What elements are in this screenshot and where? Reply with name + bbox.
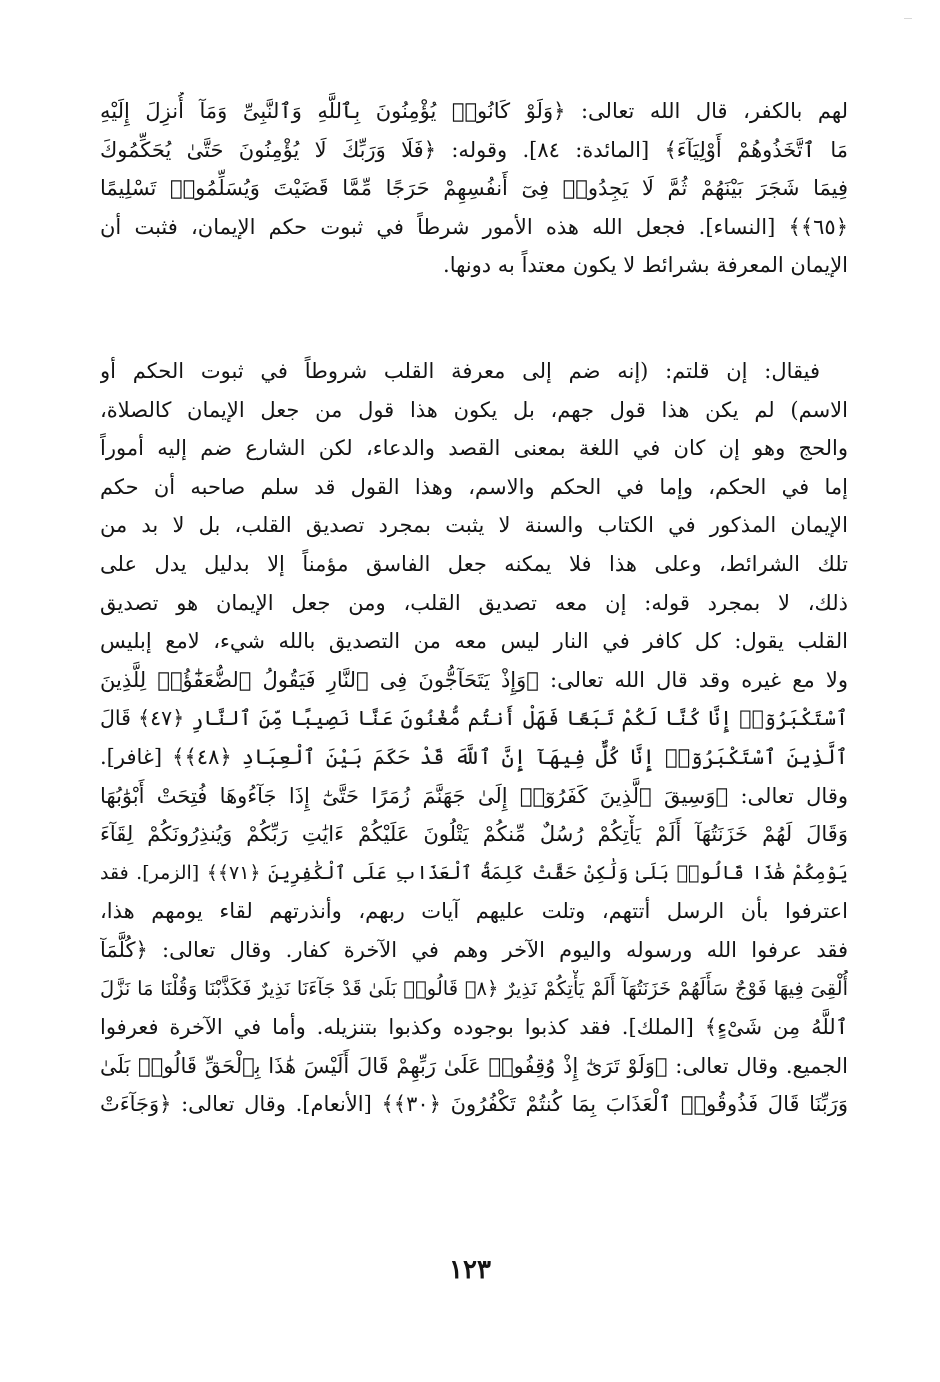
text-line: ﴿٦٥﴾﴾ [النساء]. فجعل الله هذه الأمور شرطاً في ثبوت حكم الإيمان، فثبت أن — [100, 214, 848, 239]
text-line: فقد عرفوا الله ورسوله واليوم الآخر وهم في الآخرة كفار. وقال تعالى: ﴿كُلَّمَآ — [100, 937, 848, 962]
text-line: وَرَبِّنَا قَالَ فَذُوقُوا۟ ٱلْعَذَابَ بِمَا كُنتُمْ تَكْفُرُونَ ﴿٣٠﴾﴾ [الأنعام]. وقال تعالى: ﴿وَجَآءَتْ — [100, 1092, 848, 1117]
text-line: مَا ٱتَّخَذُوهُمْ أَوْلِيَآءَ﴾ [المائدة: ٨٤]. وقوله: ﴿فَلَا وَرَبِّكَ لَا يُؤْمِنُونَ حَتَّىٰ يُحَكِّمُوكَ — [100, 137, 848, 162]
text-line: اعترفوا بأن الرسل أتتهم، وتلت عليهم آيات ربهم، وأنذرتهم لقاء يومهم هذا، — [100, 899, 848, 924]
text-line: ذلك، لا بمجرد قوله: إن معه تصديق القلب، ومن جعل الإيمان هو تصديق — [100, 590, 848, 615]
text-line: الإيمان المذكور في الكتاب والسنة لا يثبت بمجرد تصديق القلب، بل لا بد من — [100, 513, 848, 538]
text-line: ٱلَّذِينَ ٱسْتَكْبَرُوٓا۟ إِنَّا كُلٌّ فِيهَآ إِنَّ ٱللَّهَ قَدْ حَكَمَ بَيْنَ ٱلْعِبَادِ ﴿٤٨﴾﴾ [غافر]. — [100, 744, 848, 769]
text-line: لهم بالكفر، قال الله تعالى: ﴿وَلَوْ كَانُوا۟ يُؤْمِنُونَ بِٱللَّهِ وَٱلنَّبِىِّ وَمَآ أُنزِلَ إِلَيْهِ — [100, 99, 848, 123]
scan-edge-mark — [904, 18, 912, 19]
text-line: وَقَالَ لَهُمْ خَزَنَتُهَآ أَلَمْ يَأْتِكُمْ رُسُلٌ مِّنكُمْ يَتْلُونَ عَلَيْكُمْ ءَايَٰتِ رَبِّكُمْ وَيُنذِرُونَكُمْ لِقَآءَ — [100, 822, 848, 847]
paragraph-2 — [100, 352, 848, 1124]
text-line: القلب يقول: كل كافر في النار ليس معه من التصديق بالله شيء، لامع إبليس — [100, 629, 848, 654]
paragraph-1 — [100, 92, 848, 285]
text-line: تلك الشرائط، وعلى هذا فلا يمكنه جعل الفاسق مؤمناً إلا بدليل يدل على — [100, 551, 848, 576]
text-line: ولا مع غيره وقد قال الله تعالى: ﴿وَإِذْ يَتَحَآجُّونَ فِى ٱلنَّارِ فَيَقُولُ ٱلضُّعَفَٰٓؤُا۟ لِلَّذِينَ — [100, 667, 848, 692]
text-line: ٱللَّهُ مِن شَىْءٍ﴾ [الملك]. فقد كذبوا بوجوده وكذبوا بتنزيله. وأما في الآخرة فعرفوا — [100, 1015, 848, 1040]
text-line: ٱسْتَكْبَرُوٓا۟ إِنَّا كُنَّا لَكُمْ تَبَعًا فَهَلْ أَنتُم مُّغْنُونَ عَنَّا نَصِيبًا مِّنَ ٱلنَّارِ ﴿٤٧﴾ قَالَ — [100, 706, 848, 731]
text-line: فِيمَا شَجَرَ بَيْنَهُمْ ثُمَّ لَا يَجِدُوا۟ فِىٓ أَنفُسِهِمْ حَرَجًا مِّمَّا قَضَيْتَ وَيُسَلِّمُوا۟ تَسْلِيمًا — [100, 176, 848, 201]
text-line: الاسم) لم يكن هذا قول جهم، بل يكون هذا قول من جعل الإيمان كالصلاة، — [100, 397, 848, 422]
text-line: الإيمان المعرفة بشرائط لا يكون معتداً به دونها. — [443, 253, 848, 278]
text-line: وقال تعالى: ﴿وَسِيقَ ٱلَّذِينَ كَفَرُوٓا۟ إِلَىٰ جَهَنَّمَ زُمَرًا حَتَّىٰٓ إِذَا جَآءُوهَا فُتِحَتْ أَبْوَٰبُهَا — [100, 783, 848, 808]
text-line: إما في الحكم، وإما في الحكم والاسم، وهذا القول قد سلم صاحبه أن حكم — [100, 474, 848, 499]
text-line: الجميع. وقال تعالى: ﴿وَلَوْ تَرَىٰٓ إِذْ وُقِفُوا۟ عَلَىٰ رَبِّهِمْ قَالَ أَلَيْسَ هَٰذَا بِٱلْحَقِّ قَالُوا۟ بَلَىٰ — [100, 1053, 848, 1078]
page-number: ١٢٣ — [449, 1255, 491, 1285]
text-line: أُلْقِىَ فِيهَا فَوْجٌ سَأَلَهُمْ خَزَنَتُهَآ أَلَمْ يَأْتِكُمْ نَذِيرٌ ﴿٨﴾ قَالُوا۟ بَلَىٰ قَدْ جَآءَنَا نَذِيرٌ فَكَذَّبْنَا وَقُلْنَا مَا نَزَّلَ — [100, 976, 848, 1000]
text-line: يَوْمِكُمْ هَٰذَا قَالُوا۟ بَلَىٰ وَلَٰكِنْ حَقَّتْ كَلِمَةُ ٱلْعَذَابِ عَلَى ٱلْكَٰفِرِينَ ﴿٧١﴾﴾ [الزمر]. فقد — [100, 861, 848, 884]
text-line: والحج وهو إن كان في اللغة بمعنى القصد والدعاء، لكن الشارع ضم إليه أموراً — [100, 436, 848, 461]
text-line: فيقال: إن قلتم: (إنه ضم إلى معرفة القلب شروطاً في ثبوت الحكم أو — [100, 359, 820, 383]
